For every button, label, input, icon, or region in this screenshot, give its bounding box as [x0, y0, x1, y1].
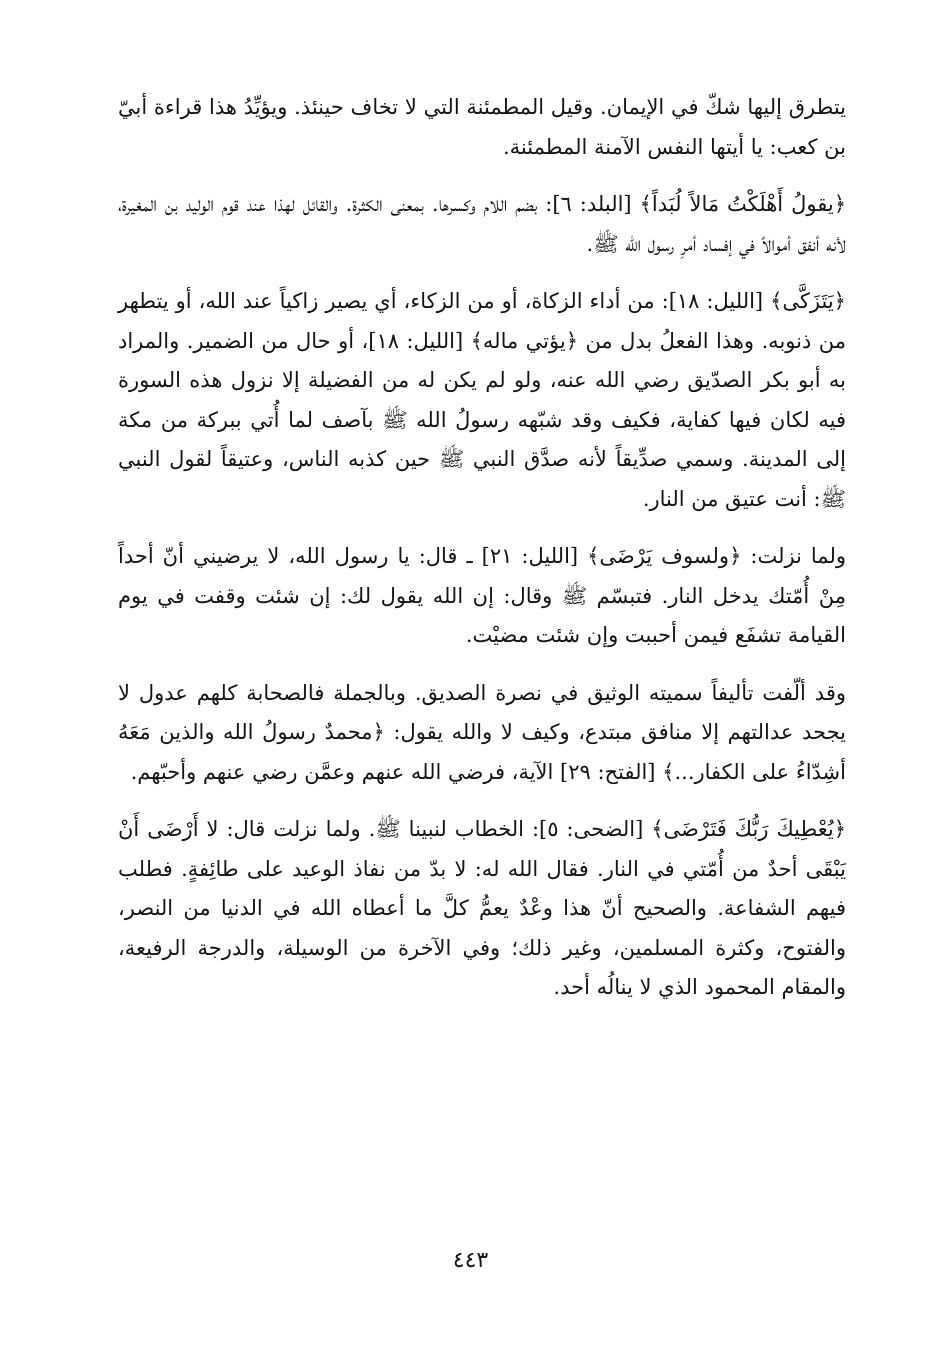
- paragraph-4: ولما نزلت: ﴿ولسوف يَرْضَى﴾ [الليل: ٢١] ـ قال: يا رسول الله، لا يرضيني أنّ أحداً مِنْ أُمّتك يدخل النار. فتبسّم ﷺ وقال: إن الله يقول لك: إن شئت وقفت في يوم القيامة تشفَع فيمن أحببت وإن شئت مضيْت.: [118, 544, 846, 647]
- page-number: ٤٤٣: [452, 1248, 489, 1273]
- paragraph-5: وقد ألّفت تأليفاً سميته الوثيق في نصرة الصديق. وبالجملة فالصحابة كلهم عدول لا يجحد عدالتهم إلا منافق مبتدع، وكيف لا والله يقول: ﴿محمدٌ رسولُ الله والذين مَعَهُ أشِدّاءُ على الكفار...﴾ [الفتح: ٢٩] الآية، فرضي الله عنهم وعمَّن رضي عنهم وأحبّهم.: [118, 680, 846, 784]
- paragraph-6: ﴿يُعْطِيكَ رَبُّكَ فَتَرْضَى﴾ [الضحى: ٥]: الخطاب لنبينا ﷺ. ولما نزلت قال: لا أَرْضَى أَنْ يَبْقَى أحدٌ من أُمّتي في النار. فقال الله له: لا بدّ من نفاذ الوعيد على طائِفةٍ. فطلب فيهم الشفاعة. والصحيح أنّ هذا وعْدٌ يعمُّ كلَّ ما أعطاه الله في الدنيا من النصر، والفتوح، وكثرة المسلمين، وغير ذلك؛ وفي الآخرة من الوسيلة، والدرجة الرفيعة، والمقام المحمود الذي لا ينالُه أحد.: [118, 817, 846, 999]
- paragraph-1: يتطرق إليها شكّ في الإيمان. وقيل المطمئنة التي لا تخاف حينئذ. ويؤيِّدُ هذا قراءة أبيّ بن كعب: يا أيتها النفس الآمنة المطمئنة.: [118, 95, 846, 159]
- paragraph-3: ﴿يَتَزَكَّى﴾ [الليل: ١٨]: من أداء الزكاة، أو من الزكاء، أي يصير زاكياً عند الله، أو يتطهر من ذنوبه. وهذا الفعلُ بدل من ﴿يؤتي ماله﴾ [الليل: ١٨]، أو حال من الضمير. والمراد به أبو بكر الصدّيق رضي الله عنه، ولو لم يكن له من الفضيلة إلا نزول هذه السورة فيه لكان فيها كفاية، فكيف وقد شبّهه رسولُ الله ﷺ بآصف لما أُتي ببركة من مكة إلى المدينة. وسمي صدِّيقاً لأنه صدَّق النبي ﷺ حين كذبه الناس، وعتيقاً لقول النبي ﷺ: أنت عتيق من النار.: [118, 289, 847, 511]
- paragraph-2: ﴿يقولُ أَهْلَكْتُ مَالاً لُبَداً﴾ [البلد: ٦]: بضم اللام وكسرها. بمعنى الكثرة. والقائل لهذا عند قوم الوليد بن المغيرة، لأنه أنفق أموالاً في إفساد أمرِ رسول الله ﷺ.: [118, 192, 846, 256]
- page-body-text: [118, 88, 846, 1026]
